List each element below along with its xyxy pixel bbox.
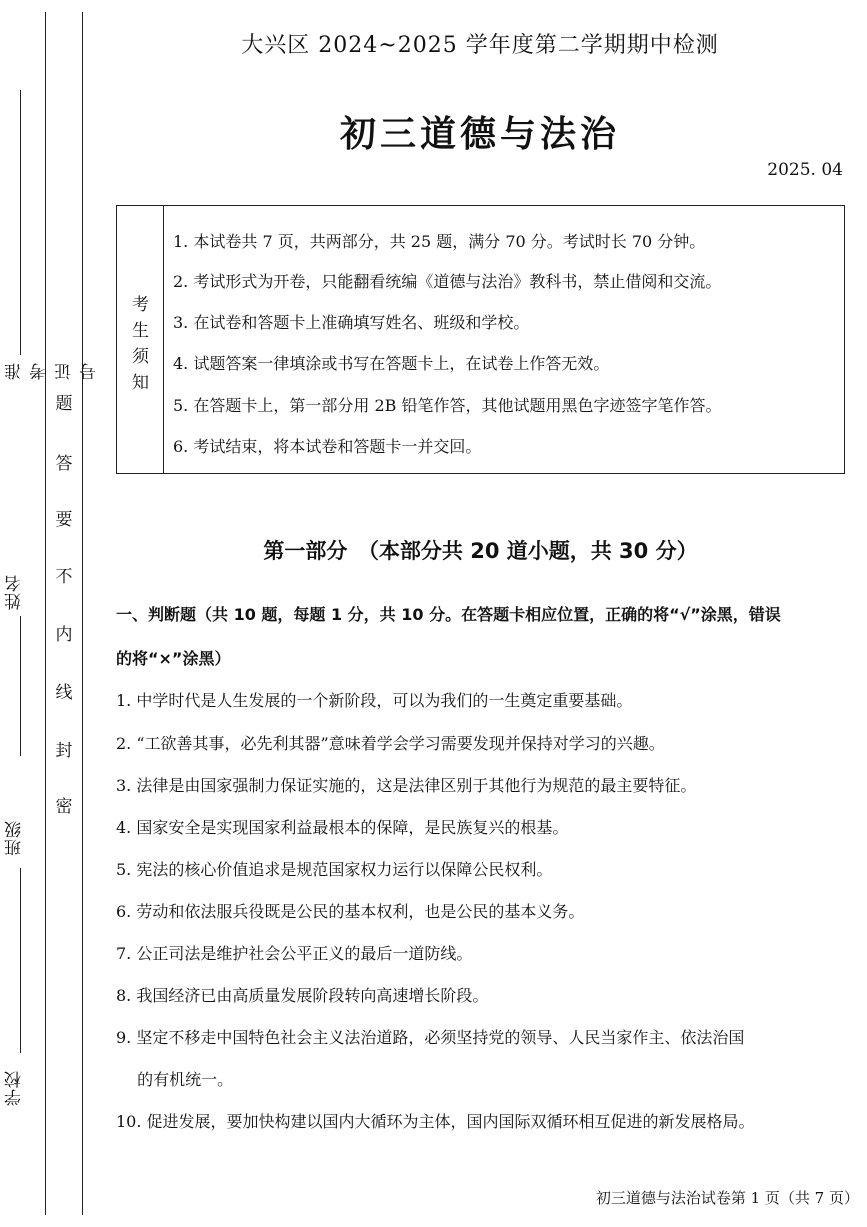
seal-char: 封 [55,741,73,761]
seal-char: 不 [55,567,73,587]
school-label: 学校 [5,1070,25,1106]
question-line: 5. 宪法的核心价值追求是规范国家权力运行以保障公民权利。 [116,860,553,879]
exam-date: 2025. 04 [767,160,843,180]
question-line: 1. 中学时代是人生发展的一个新阶段，可以为我们的一生奠定重要基础。 [116,691,633,710]
section-heading: 的将“×”涂黑） [116,649,231,668]
notice-heading [117,206,164,473]
seal-char: 答 [55,454,73,474]
notice-heading-char: 知 [132,373,149,393]
notice-item: 5. 在答题卡上，第一部分用 2B 铅笔作答，其他试题用黑色字迹签字笔作答。 [173,396,722,415]
candidate-number-line[interactable] [20,90,21,355]
question-line: 3. 法律是由国家强制力保证实施的，这是法律区别于其他行为规范的最主要特征。 [116,776,697,795]
notice-item: 2. 考试形式为开卷，只能翻看统编《道德与法治》教科书，禁止借阅和交流。 [173,272,722,291]
name-line[interactable] [20,616,21,756]
seal-char: 密 [55,797,73,817]
question-line: 2. “工欲善其事，必先利其器”意味着学会学习需要发现并保持对学习的兴趣。 [116,734,665,753]
page-footer: 初三道德与法治试卷第 1 页（共 7 页） [595,1189,859,1207]
name-label: 姓名 [5,574,25,610]
candidate-number-field [0,90,100,380]
question-line: 的有机统一。 [116,1070,234,1089]
binding-line-outer [45,12,46,1215]
notice-item: 6. 考试结束，将本试卷和答题卡一并交回。 [173,437,482,456]
binding-line-inner [82,12,83,1215]
section-heading: 一、判断题（共 10 题，每题 1 分，共 10 分。在答题卡相应位置，正确的将“√”涂黑，错误 [116,605,781,624]
seal-char: 内 [55,625,73,645]
exam-title: 大兴区 2024~2025 学年度第二学期期中检测 [241,33,719,58]
question-line: 9. 坚定不移走中国特色社会主义法治道路，必须坚持党的领导、人民当家作主、依法治国 [116,1028,745,1047]
notice-item: 1. 本试卷共 7 页，共两部分，共 25 题，满分 70 分。考试时长 70 分钟。 [173,232,706,251]
seal-char: 线 [55,683,73,703]
notice-heading-char: 须 [132,347,149,367]
subject-title: 初三道德与法治 [339,113,620,155]
question-line: 6. 劳动和依法服兵役既是公民的基本权利，也是公民的基本义务。 [116,902,585,921]
candidate-notice-box [116,205,845,474]
seal-char: 要 [55,510,73,530]
question-line: 10. 促进发展，要加快构建以国内大循环为主体，国内国际双循环相互促进的新发展格局。 [116,1112,755,1131]
seal-char: 题 [55,394,73,414]
class-line[interactable] [20,868,21,1053]
name-field [0,560,30,680]
notice-item: 3. 在试卷和答题卡上准确填写姓名、班级和学校。 [173,313,530,332]
question-line: 8. 我国经济已由高质量发展阶段转向高速增长阶段。 [116,986,489,1005]
notice-item: 4. 试题答案一律填涂或书写在答题卡上，在试卷上作答无效。 [173,354,610,373]
school-field [0,1070,30,1150]
question-line: 4. 国家安全是实现国家利益最根本的保障，是民族复兴的根基。 [116,818,569,837]
notice-heading-char: 考 [132,295,149,315]
question-line: 7. 公正司法是维护社会公平正义的最后一道防线。 [116,944,473,963]
part-one-title: 第一部分 （本部分共 20 道小题，共 30 分） [263,539,698,563]
candidate-number-label: 准考证号 [5,362,100,380]
class-label: 班级 [5,820,25,856]
notice-heading-char: 生 [132,321,149,341]
class-field [0,820,30,900]
